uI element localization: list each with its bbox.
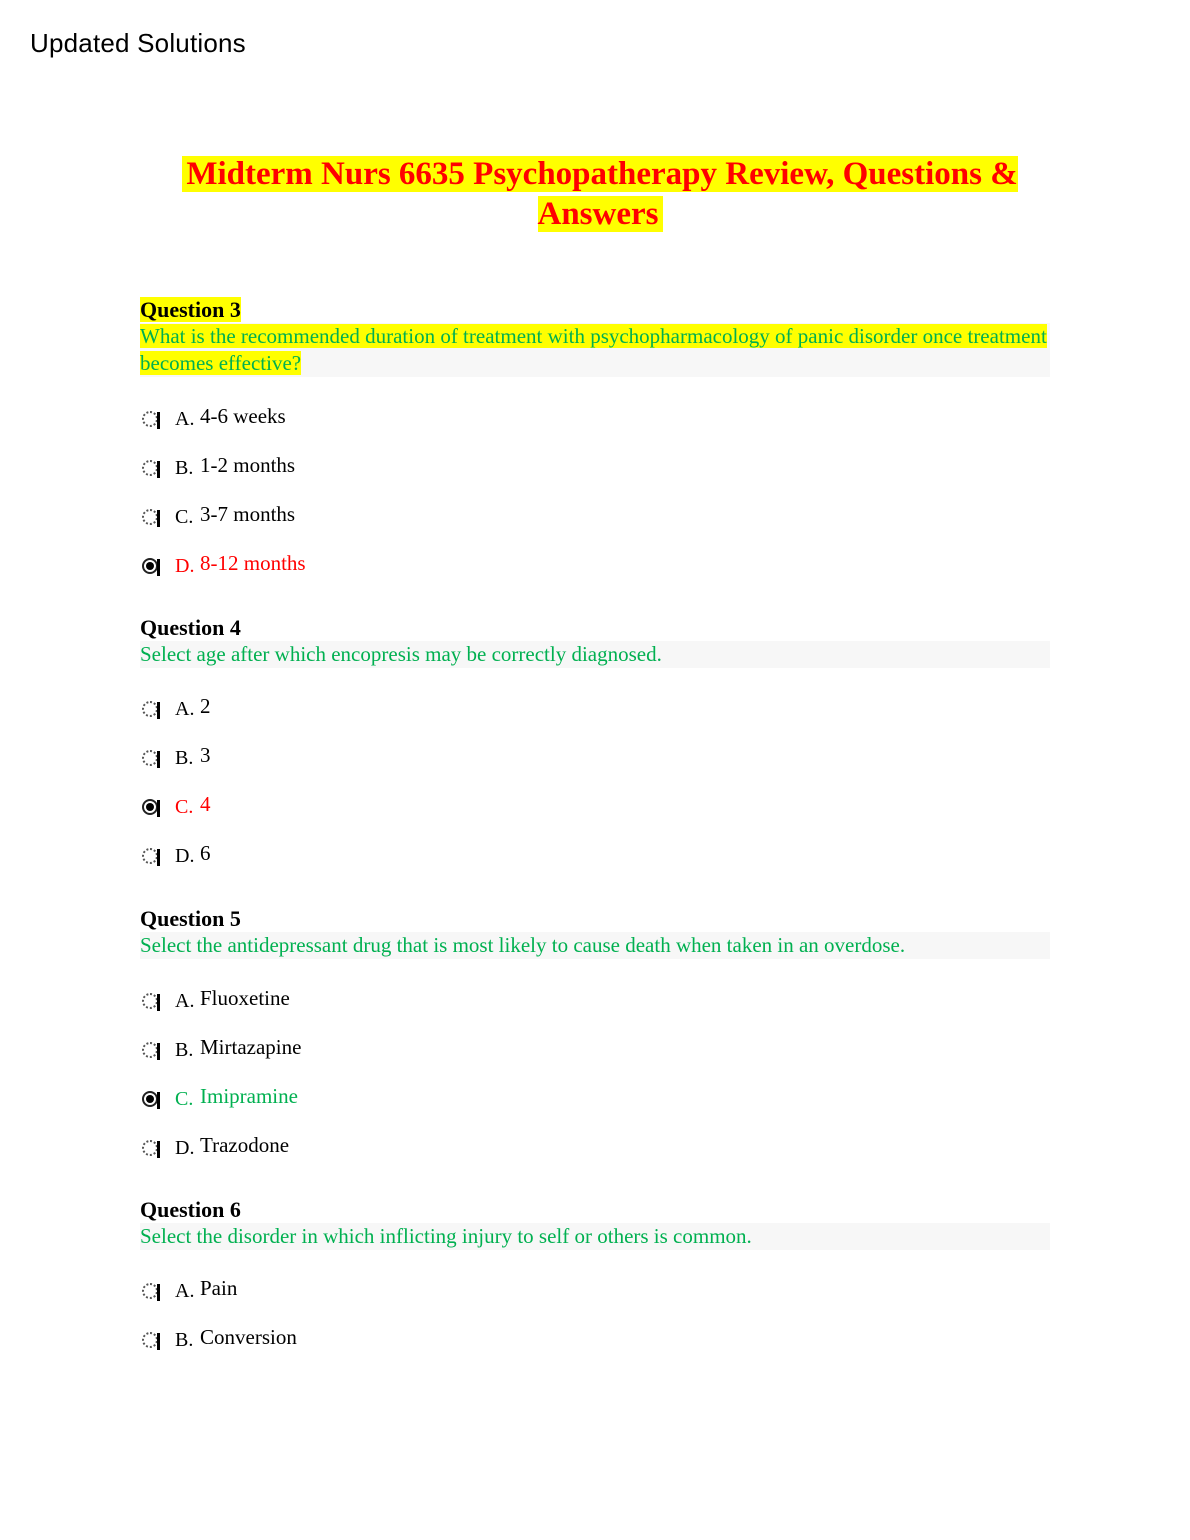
header-note: Updated Solutions — [30, 28, 246, 58]
question-6 — [140, 1197, 1050, 1374]
option-c-selected[interactable] — [140, 1084, 1050, 1133]
radio-button-checked-icon[interactable] — [142, 1091, 158, 1107]
option-c-selected[interactable] — [140, 792, 1050, 841]
question-label — [140, 297, 1050, 323]
question-label-text: Question 3 — [140, 297, 241, 322]
option-letter: C. — [175, 506, 194, 528]
option-text: Pain — [200, 1276, 238, 1300]
option-a[interactable] — [140, 694, 1050, 743]
page-title — [140, 154, 1060, 234]
option-text: 4-6 weeks — [200, 404, 286, 428]
question-label — [140, 1197, 1050, 1223]
option-d-selected[interactable] — [140, 551, 1050, 600]
radio-button-icon[interactable] — [142, 460, 158, 476]
question-3 — [140, 297, 1050, 600]
question-text-content: What is the recommended duration of treatment with psychopharmacology of panic disorder once treatment becomes effective? — [140, 324, 1047, 375]
option-text: Trazodone — [200, 1133, 290, 1157]
option-letter: A. — [175, 698, 195, 720]
option-text: Mirtazapine — [200, 1035, 302, 1059]
answer-options — [140, 694, 1050, 890]
question-label-text: Question 6 — [140, 1197, 241, 1222]
question-text-content: Select the disorder in which inflicting injury to self or others is common. — [140, 1224, 752, 1248]
option-letter: B. — [175, 1329, 194, 1351]
option-letter: B. — [175, 1039, 194, 1061]
radio-button-icon[interactable] — [142, 509, 158, 525]
option-c[interactable] — [140, 502, 1050, 551]
radio-button-icon[interactable] — [142, 1332, 158, 1348]
radio-button-icon[interactable] — [142, 1140, 158, 1156]
option-a[interactable] — [140, 986, 1050, 1035]
option-text: 2 — [200, 694, 211, 718]
option-d[interactable] — [140, 841, 1050, 890]
option-b[interactable] — [140, 453, 1050, 502]
question-text — [140, 1223, 1050, 1250]
option-text: Fluoxetine — [200, 986, 290, 1010]
option-text: Conversion — [200, 1325, 297, 1349]
question-5 — [140, 906, 1050, 1182]
radio-button-icon[interactable] — [142, 1042, 158, 1058]
option-letter: D. — [175, 1137, 195, 1159]
answer-options — [140, 986, 1050, 1182]
radio-button-checked-icon[interactable] — [142, 558, 158, 574]
question-text-content: Select age after which encopresis may be correctly diagnosed. — [140, 642, 662, 666]
option-letter: A. — [175, 990, 195, 1012]
radio-button-icon[interactable] — [142, 993, 158, 1009]
option-d[interactable] — [140, 1133, 1050, 1182]
option-letter: D. — [175, 845, 195, 867]
answer-options — [140, 1276, 1050, 1374]
option-text: 3-7 months — [200, 502, 296, 526]
question-label-text: Question 5 — [140, 906, 241, 931]
option-text: 8-12 months — [200, 551, 306, 575]
question-text — [140, 323, 1050, 377]
option-letter: A. — [175, 408, 195, 430]
question-label — [140, 615, 1050, 641]
radio-button-icon[interactable] — [142, 1283, 158, 1299]
option-text: 1-2 months — [200, 453, 296, 477]
radio-button-icon[interactable] — [142, 701, 158, 717]
radio-button-icon[interactable] — [142, 848, 158, 864]
question-text — [140, 932, 1050, 959]
radio-button-icon[interactable] — [142, 750, 158, 766]
option-letter: A. — [175, 1280, 195, 1302]
option-letter: C. — [175, 796, 194, 818]
option-b[interactable] — [140, 743, 1050, 792]
option-b[interactable] — [140, 1325, 1050, 1374]
option-text: 4 — [200, 792, 211, 816]
option-a[interactable] — [140, 404, 1050, 453]
option-letter: B. — [175, 747, 194, 769]
option-letter: B. — [175, 457, 194, 479]
question-text-content: Select the antidepressant drug that is most likely to cause death when taken in an overdose. — [140, 933, 906, 957]
option-b[interactable] — [140, 1035, 1050, 1084]
option-text: 3 — [200, 743, 211, 767]
page-title-text: Midterm Nurs 6635 Psychopatherapy Review, Questions & Answers — [182, 156, 1017, 232]
radio-button-icon[interactable] — [142, 411, 158, 427]
question-4 — [140, 615, 1050, 890]
option-letter: D. — [175, 555, 195, 577]
option-text: Imipramine — [200, 1084, 298, 1108]
radio-button-checked-icon[interactable] — [142, 799, 158, 815]
option-letter: C. — [175, 1088, 194, 1110]
question-label-text: Question 4 — [140, 615, 241, 640]
question-label — [140, 906, 1050, 932]
option-text: 6 — [200, 841, 211, 865]
question-text — [140, 641, 1050, 668]
option-a[interactable] — [140, 1276, 1050, 1325]
answer-options — [140, 404, 1050, 600]
